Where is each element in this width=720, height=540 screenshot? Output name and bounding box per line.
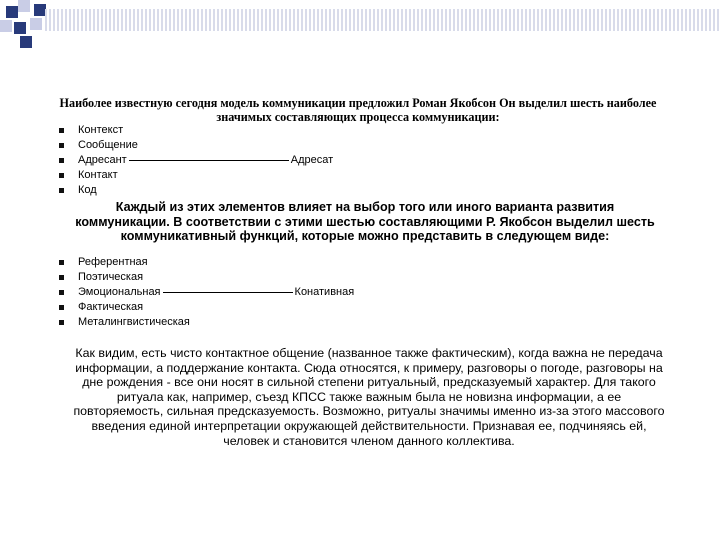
bullet-icon [59, 305, 64, 310]
list-item-label: Поэтическая [78, 271, 144, 283]
list-item-label: Референтная [78, 256, 148, 268]
list-item-label: Металингвистическая [78, 316, 190, 328]
connector-line [163, 292, 293, 293]
decor-square [14, 22, 26, 34]
decor-square [0, 20, 12, 32]
bullet-icon [59, 188, 64, 193]
list-item-label: Код [78, 184, 97, 196]
list-item-label: Контакт [78, 169, 118, 181]
list-item-label: Фактическая [78, 301, 144, 313]
bullet-icon [59, 173, 64, 178]
list-item-label: Адресант [78, 154, 127, 166]
list-item-label-right: Конативная [294, 286, 355, 298]
decor-square [30, 18, 42, 30]
bold-paragraph: Каждый из этих элементов влияет на выбор того или иного варианта развития коммуникации. В соответствии с этими шестью составляющими Р. Якобсон выделил шесть коммуникативный функций, которые можно представить в следующем виде: [75, 200, 655, 243]
list-item-label: Сообщение [78, 139, 138, 151]
bullet-icon [59, 158, 64, 163]
bullet-icon [59, 320, 64, 325]
list-item-label-right: Адресат [290, 154, 334, 166]
list-item-row [78, 154, 333, 167]
slide-heading: Наиболее известную сегодня модель коммуникации предложил Роман Якобсон Он выделил шесть наиболее значимых составляющих процесса коммуникации: [59, 96, 657, 124]
connector-line [129, 160, 289, 161]
bullet-icon [59, 290, 64, 295]
decor-square [20, 36, 32, 48]
decor-square [18, 0, 30, 12]
bullet-icon [59, 143, 64, 148]
list-item-label: Контекст [78, 124, 124, 136]
header-stripes [45, 9, 720, 31]
bullet-icon [59, 128, 64, 133]
bullet-icon [59, 260, 64, 265]
list-item-row [78, 286, 354, 299]
bullet-icon [59, 275, 64, 280]
decor-square [6, 6, 18, 18]
list-item-label: Эмоциональная [78, 286, 161, 298]
body-paragraph: Как видим, есть чисто контактное общение (названное также фактическим), когда важна не передача информации, а поддержание контакта. Сюда относятся, к примеру, разговоры о погоде, разговоры на дне рождения - все они носят в сильной степени ритуальный, предсказуемый характер. Для такого ритуала как, например, съезд КПСС также важным была не новизна информации, а ее повторяемость, сильная предсказуемость. Возможно, ритуалы значимы именно из-за этого массового введения единой интерпретации окружающей действительности. Признавая ее, подчиняясь ей, человек и становится членом данного коллектива. [73, 346, 665, 448]
